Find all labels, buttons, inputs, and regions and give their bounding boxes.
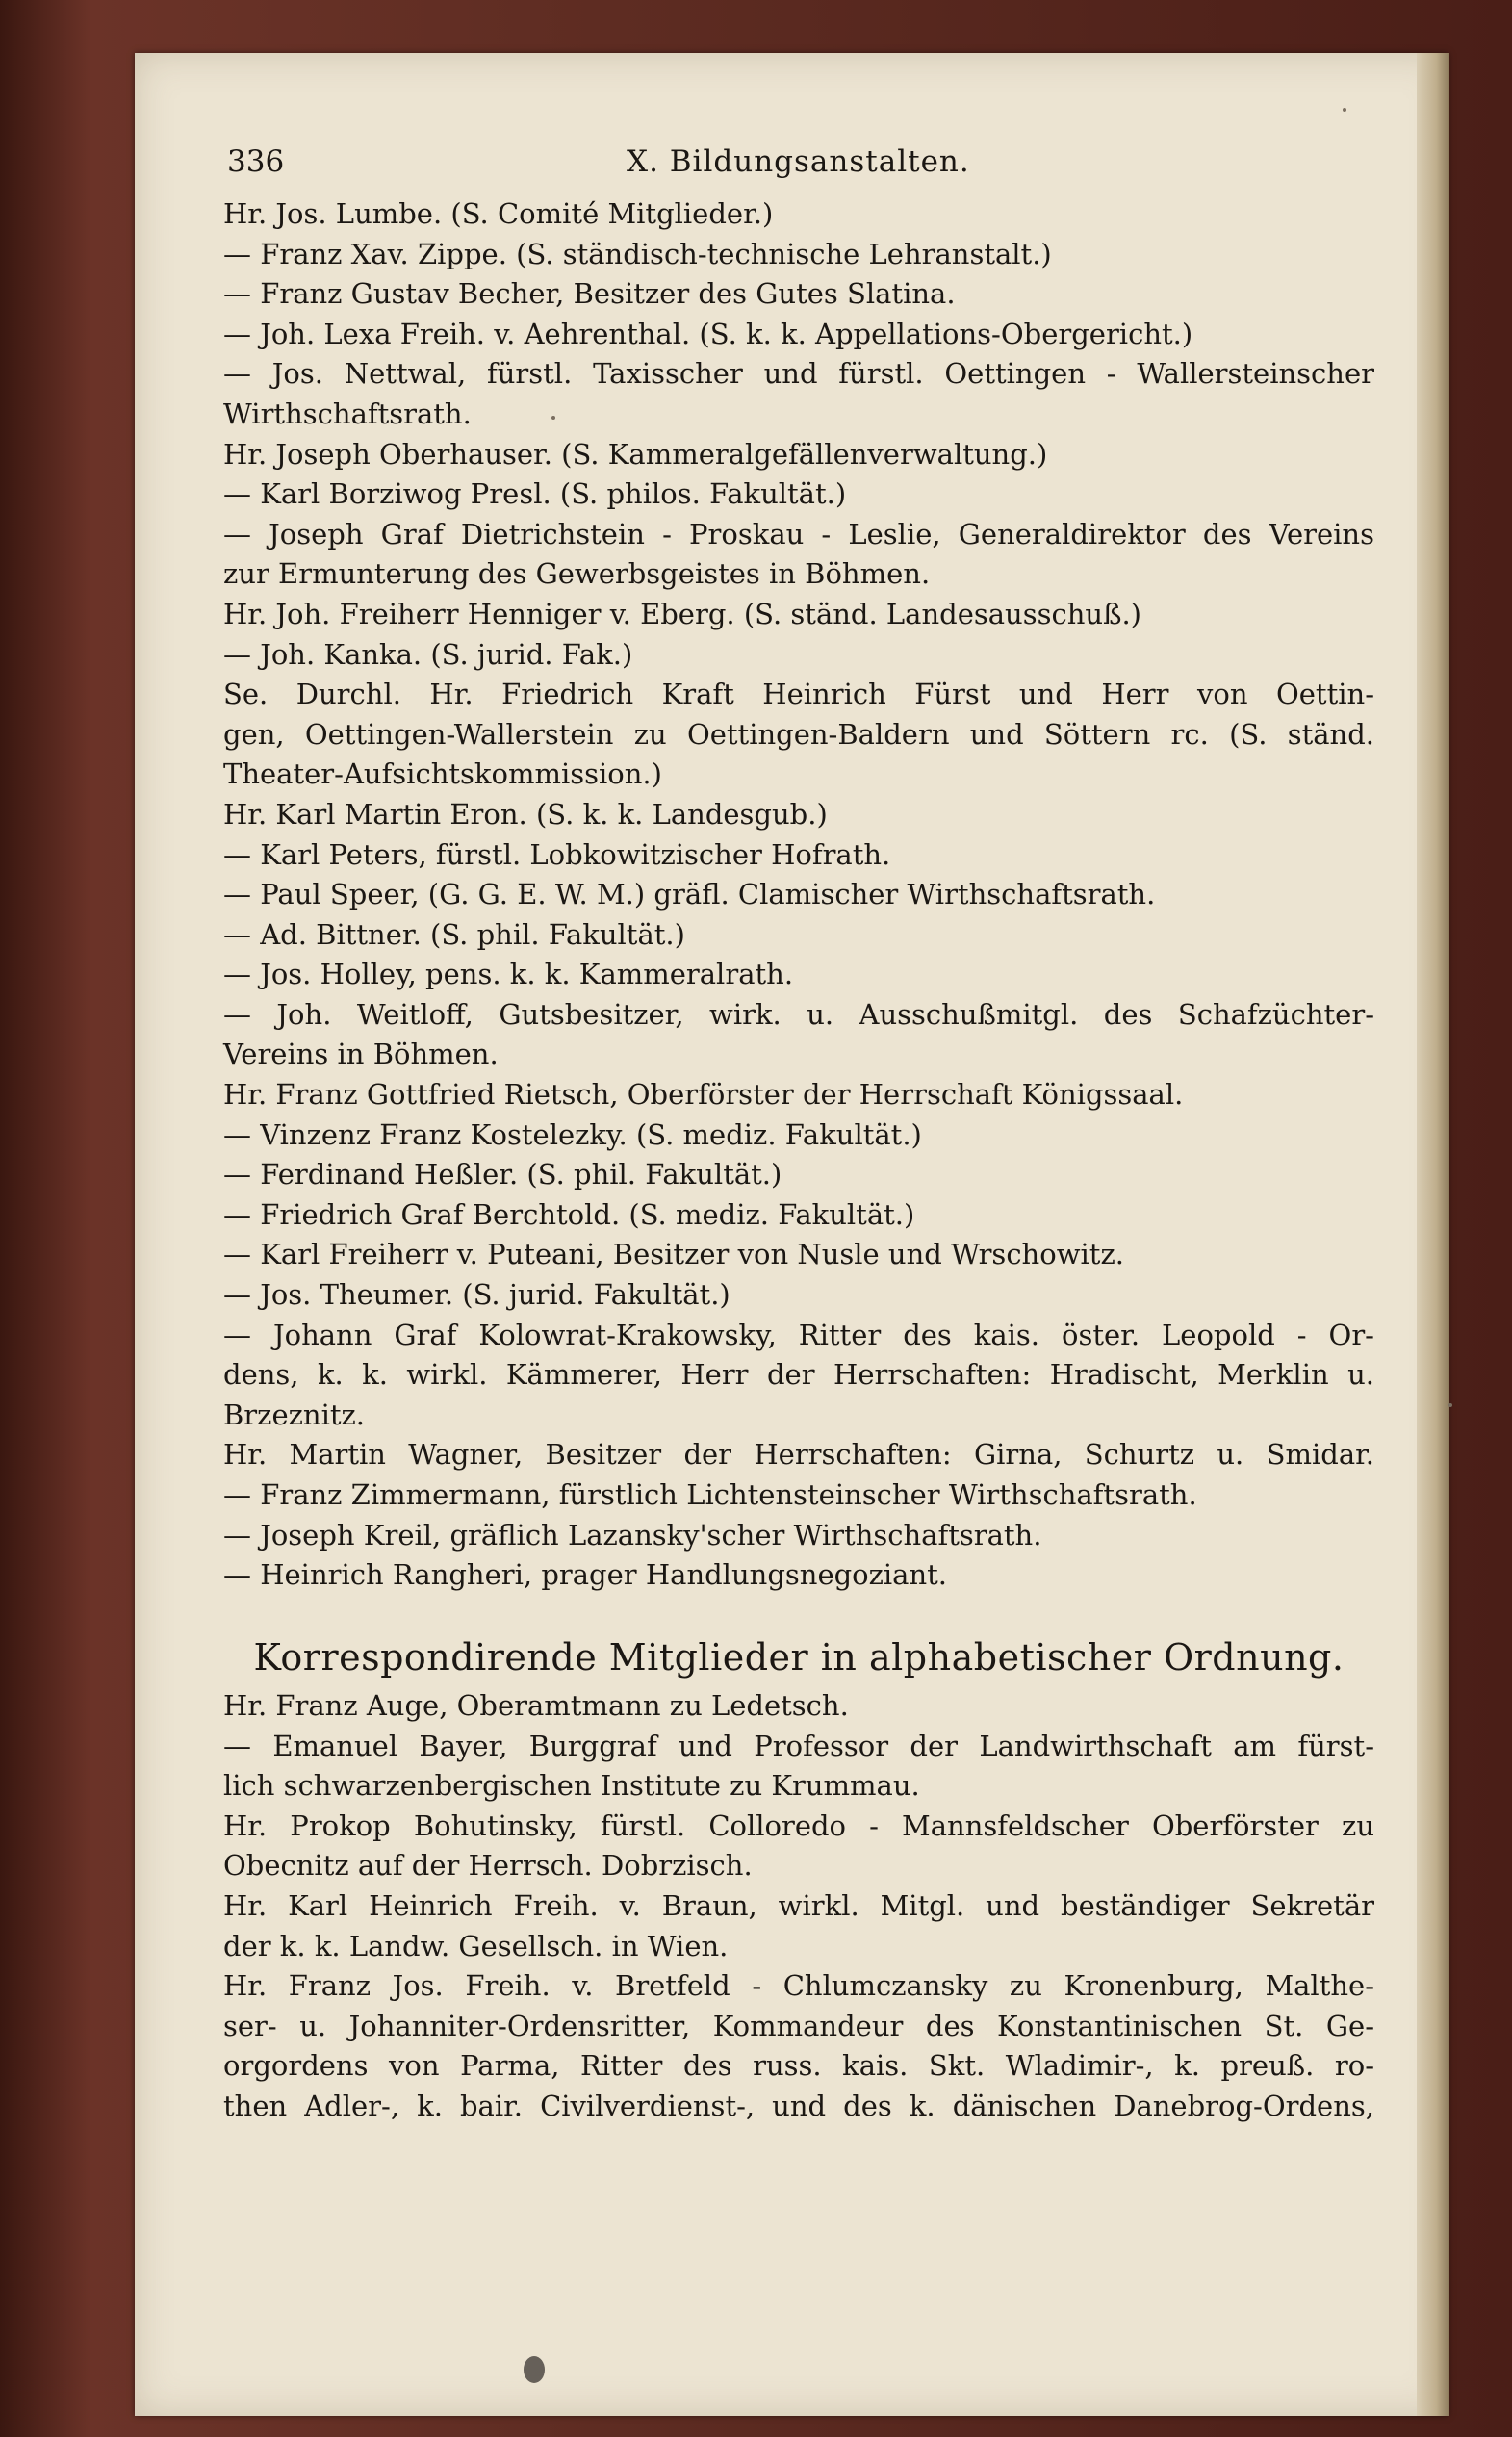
- paper-speck: [1448, 1403, 1452, 1407]
- page-header: [227, 144, 1372, 183]
- text-line: Hr. Franz Jos. Freih. v. Bretfeld - Chlumczansky zu Kronenburg, Malthe-: [223, 1969, 1374, 2003]
- text-line: Hr. Joseph Oberhauser. (S. Kammeralgefällenverwaltung.): [223, 437, 1048, 471]
- text-line: orgordens von Parma, Ritter des russ. kais. Skt. Wladimir-, k. preuß. ro-: [223, 2049, 1374, 2083]
- text-line: Se. Durchl. Hr. Friedrich Kraft Heinrich Fürst und Herr von Oettin-: [223, 678, 1374, 711]
- text-line: Hr. Karl Heinrich Freih. v. Braun, wirkl. Mitgl. und beständiger Sekretär: [223, 1888, 1374, 1922]
- text-line: Hr. Martin Wagner, Besitzer der Herrschaften: Girna, Schurtz u. Smidar.: [223, 1438, 1374, 1472]
- running-title: X. Bildungsanstalten.: [627, 144, 970, 179]
- text-line: Obecnitz auf der Herrsch. Dobrzisch.: [223, 1849, 753, 1883]
- text-line: Theater-Aufsichtskommission.): [223, 757, 662, 791]
- text-line: zur Ermunterung des Gewerbsgeistes in Böhmen.: [223, 557, 931, 591]
- corresponding-member-list: [223, 1686, 1374, 2127]
- text-line: dens, k. k. wirkl. Kämmerer, Herr der Herrschaften: Hradischt, Merklin u.: [223, 1358, 1374, 1392]
- text-line: Wirthschaftsrath.: [223, 397, 472, 430]
- text-line: — Franz Gustav Becher, Besitzer des Gutes Slatina.: [223, 277, 956, 311]
- text-line: Brzeznitz.: [223, 1398, 365, 1431]
- text-line: — Jos. Theumer. (S. jurid. Fakultät.): [223, 1278, 730, 1312]
- text-line: — Joh. Kanka. (S. jurid. Fak.): [223, 637, 633, 671]
- text-line: — Ad. Bittner. (S. phil. Fakultät.): [223, 917, 685, 951]
- page-edge: [1417, 53, 1449, 2416]
- text-line: gen, Oettingen-Wallerstein zu Oettingen-Baldern und Söttern rc. (S. ständ.: [223, 717, 1374, 751]
- text-line: lich schwarzenbergischen Institute zu Krummau.: [223, 1769, 920, 1803]
- text-line: der k. k. Landw. Gesellsch. in Wien.: [223, 1929, 729, 1962]
- paper-speck: [1343, 108, 1346, 112]
- text-line: — Franz Xav. Zippe. (S. ständisch-technische Lehranstalt.): [223, 237, 1052, 270]
- text-line: Vereins in Böhmen.: [223, 1038, 499, 1071]
- page-number: 336: [227, 144, 285, 179]
- text-line: Hr. Franz Auge, Oberamtmann zu Ledetsch.: [223, 1689, 849, 1722]
- text-line: — Jos. Holley, pens. k. k. Kammeralrath.: [223, 958, 794, 991]
- text-line: — Joh. Lexa Freih. v. Aehrenthal. (S. k. k. Appellations-Obergericht.): [223, 317, 1193, 350]
- member-list: [223, 194, 1374, 1596]
- text-line: then Adler-, k. bair. Civilverdienst-, und des k. dänischen Danebrog-Ordens,: [223, 2089, 1374, 2122]
- text-line: — Karl Borziwog Presl. (S. philos. Fakultät.): [223, 477, 847, 511]
- section-title: Korrespondirende Mitglieder in alphabetischer Ordnung.: [253, 1636, 1345, 1679]
- paper-speck: [551, 416, 555, 420]
- text-line: — Paul Speer, (G. G. E. W. M.) gräfl. Clamischer Wirthschaftsrath.: [223, 878, 1156, 911]
- text-line: Hr. Franz Gottfried Rietsch, Oberförster der Herrschaft Königssaal.: [223, 1078, 1184, 1112]
- text-line: — Emanuel Bayer, Burggraf und Professor der Landwirthschaft am fürst-: [223, 1729, 1374, 1762]
- text-line: Hr. Karl Martin Eron. (S. k. k. Landesgub.): [223, 797, 828, 831]
- text-line: — Vinzenz Franz Kostelezky. (S. mediz. Fakultät.): [223, 1117, 922, 1151]
- text-line: — Friedrich Graf Berchtold. (S. mediz. Fakultät.): [223, 1197, 915, 1231]
- text-line: — Joseph Kreil, gräflich Lazansky'scher Wirthschaftsrath.: [223, 1518, 1042, 1552]
- text-line: ser- u. Johanniter-Ordensritter, Kommandeur des Konstantinischen St. Ge-: [223, 2009, 1374, 2042]
- text-line: — Franz Zimmermann, fürstlich Lichtensteinscher Wirthschaftsrath.: [223, 1478, 1197, 1511]
- text-line: — Karl Freiherr v. Puteani, Besitzer von Nusle und Wrschowitz.: [223, 1238, 1124, 1271]
- text-line: Hr. Joh. Freiherr Henniger v. Eberg. (S. ständ. Landesausschuß.): [223, 597, 1141, 630]
- text-line: — Heinrich Rangheri, prager Handlungsnegoziant.: [223, 1558, 948, 1592]
- text-line: — Joh. Weitloff, Gutsbesitzer, wirk. u. Ausschußmitgl. des Schafzüchter-: [223, 997, 1374, 1031]
- text-line: — Joseph Graf Dietrichstein - Proskau - Leslie, Generaldirektor des Vereins: [223, 517, 1374, 551]
- ink-smudge: [524, 2356, 545, 2383]
- text-line: — Ferdinand Heßler. (S. phil. Fakultät.): [223, 1158, 782, 1192]
- text-line: — Karl Peters, fürstl. Lobkowitzischer Hofrath.: [223, 837, 891, 871]
- text-line: Hr. Jos. Lumbe. (S. Comité Mitglieder.): [223, 197, 774, 230]
- text-line: — Johann Graf Kolowrat-Krakowsky, Ritter des kais. öster. Leopold - Or-: [223, 1318, 1374, 1351]
- text-line: Hr. Prokop Bohutinsky, fürstl. Colloredo - Mannsfeldscher Oberförster zu: [223, 1809, 1374, 1842]
- text-line: — Jos. Nettwal, fürstl. Taxisscher und fürstl. Oettingen - Wallersteinscher: [223, 357, 1374, 391]
